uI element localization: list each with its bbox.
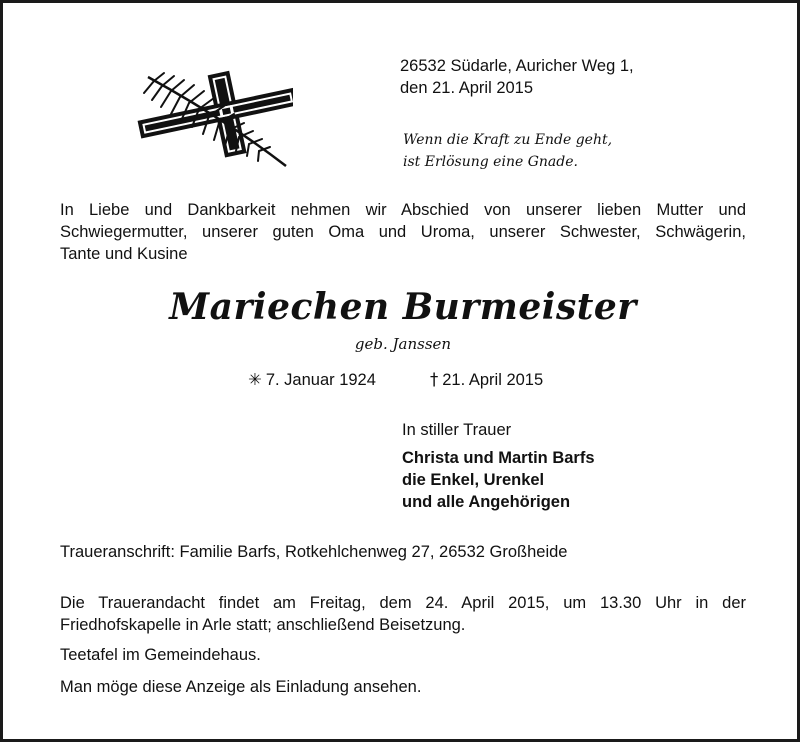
motto-quote: [403, 129, 763, 173]
service-line-2: Friedhofskapelle in Arle statt; anschließend Beisetzung.: [60, 616, 466, 634]
mourner-line: und alle Angehörigen: [402, 493, 571, 511]
mourner-line: Christa und Martin Barfs: [402, 449, 595, 467]
intro-line-2: Schwiegermutter, unserer guten Oma und Uroma, unserer Schwester, Schwägerin,: [60, 223, 746, 241]
motto-line-2: ist Erlösung eine Gnade.: [403, 154, 578, 170]
death-date: [430, 369, 543, 391]
birth-date: [248, 369, 376, 391]
mourner-line: die Enkel, Urenkel: [402, 471, 545, 489]
mourning-address: Traueranschrift: Familie Barfs, Rotkehlchenweg 27, 26532 Großheide: [60, 543, 568, 561]
mourning-heading: In stiller Trauer: [402, 421, 512, 439]
death-cross-icon: †: [430, 370, 439, 389]
intro-line-1: In Liebe und Dankbarkeit nehmen wir Abschied von unserer lieben Mutter und: [60, 201, 746, 219]
intro-paragraph: [60, 199, 746, 265]
mourners-list: [402, 447, 762, 513]
cross-with-palm-frond-icon: [128, 69, 293, 169]
birth-star-icon: ✳: [248, 370, 262, 389]
place-line: 26532 Südarle, Auricher Weg 1,: [400, 57, 634, 75]
service-line-1: Die Trauerandacht findet am Freitag, dem 24. April 2015, um 13.30 Uhr in der: [60, 594, 746, 612]
deceased-name: Mariechen Burmeister: [169, 286, 637, 328]
birth-date-text: 7. Januar 1924: [265, 371, 376, 389]
service-info: [60, 592, 746, 636]
date-line: den 21. April 2015: [400, 79, 534, 97]
place-date-block: [400, 55, 780, 99]
invitation-note: Man möge diese Anzeige als Einladung ansehen.: [60, 678, 422, 696]
death-date-text: 21. April 2015: [442, 371, 544, 389]
motto-line-1: Wenn die Kraft zu Ende geht,: [403, 132, 613, 148]
intro-line-3: Tante und Kusine: [60, 245, 188, 263]
tea-table-note: Teetafel im Gemeindehaus.: [60, 646, 261, 664]
maiden-name: geb. Janssen: [354, 335, 452, 353]
